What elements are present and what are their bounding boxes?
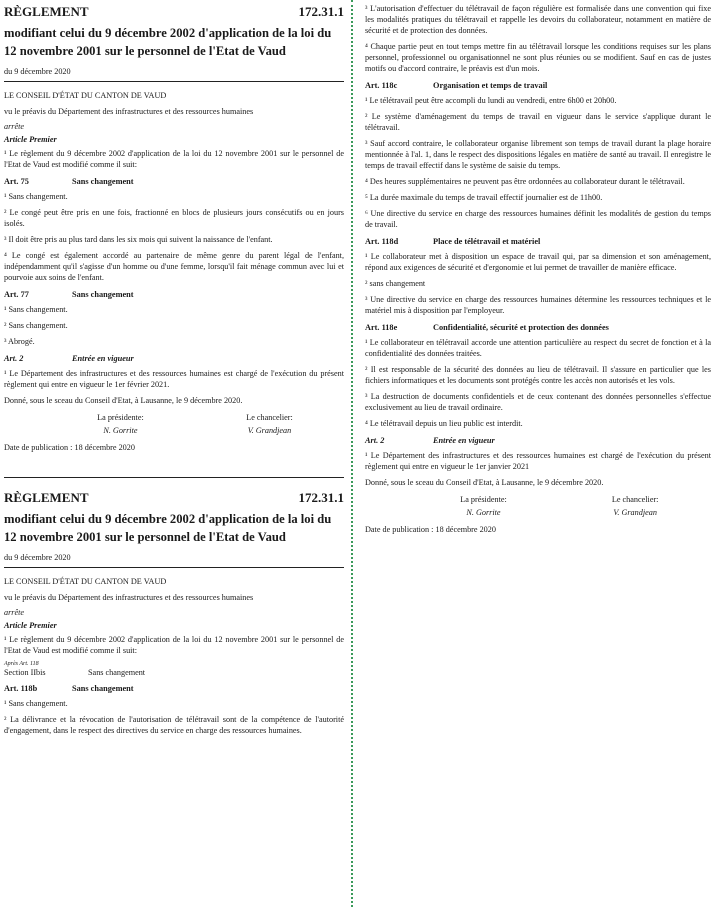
article-heading — [365, 323, 711, 332]
article-paragraph: ⁴ Chaque partie peut en tout temps mettre fin au télétravail lorsque les conditions requises sur les plans personnel, professionnel ou organisationnel ne sont plus réunies ou se modifient. Sauf en cas de justes motifs ou d'accord contraire, le préavis est d'un mois. — [365, 42, 711, 73]
article-paragraph: ² La délivrance et la révocation de l'autorisation de télétravail sont de la compétence de l'autorité d'engagement, dans le respect des directives du service en charge des ressources humaines. — [4, 715, 344, 735]
article-premier-heading: Article Premier — [4, 135, 57, 144]
article-paragraph: ¹ Le Département des infrastructures et des ressources humaines est chargé de l'exécution du présent règlement qui entre en vigueur le 1er février 2021. — [4, 369, 344, 389]
article-paragraph: ¹ Le télétravail peut être accompli du lundi au vendredi, entre 6h00 et 20h00. — [365, 96, 617, 105]
arrete-text: arrête — [4, 122, 25, 131]
reglement-date: du 9 décembre 2020 — [4, 67, 71, 76]
article-paragraph: ³ Sauf accord contraire, le collaborateur organise librement son temps de travail durant la plage horaire mentionnée à l'al. 1, dans le respect des dispositions légales en matière de santé au travail. Il enregistre le temps de travail effectif dans le système de saisie du temps. — [365, 139, 711, 170]
article-number: Art. 2 — [4, 354, 24, 363]
reglement-label: RÈGLEMENT — [4, 4, 89, 19]
chancelier-label: Le chancelier: — [611, 495, 659, 504]
article-paragraph: ³ Abrogé. — [4, 337, 35, 346]
article-number: Art. 77 — [4, 290, 29, 299]
left-column — [4, 0, 344, 741]
article-title: Organisation et temps de travail — [433, 81, 548, 90]
article-heading — [365, 237, 711, 246]
donne-text: Donné, sous le sceau du Conseil d'Etat, à Lausanne, le 9 décembre 2020. — [365, 478, 604, 487]
article-paragraph: ⁴ Le congé est également accordé au partenaire de même genre du parent légal de l'enfant, indépendamment qu'il s'agisse d'un homme ou d'une femme, lorsqu'il fait ménage commun avec lui et pourvoie aux soins de l'enfant. — [4, 251, 344, 282]
apres-article-note: Après Art. 118 — [4, 661, 39, 667]
article-paragraph: ² Le congé peut être pris en une fois, fractionné en blocs de plusieurs jours consécutifs ou en jours isolés. — [4, 208, 344, 228]
arrete-text: arrête — [4, 608, 25, 617]
article-heading — [4, 290, 344, 299]
article-paragraph: ² Il est responsable de la sécurité des données au lieu de télétravail. Il s'assure en particulier que les fichiers informatiques et les documents sont protégés contre les accès non autorisés et les vols. — [365, 365, 711, 385]
article-paragraph: ¹ Le collaborateur met à disposition un espace de travail qui, par sa dimension et son aménagement, répond aux exigences de sécurité et d'ergonomie et lui permet de travailler de manière efficace. — [365, 252, 711, 272]
article-title: Sans changement — [72, 290, 134, 299]
article-heading — [4, 177, 344, 186]
section-heading — [4, 668, 344, 677]
article-number: Art. 2 — [365, 436, 385, 445]
article-heading — [365, 436, 711, 445]
intro-paragraph: ¹ Le règlement du 9 décembre 2002 d'application de la loi du 12 novembre 2001 sur le personnel de l'Etat de Vaud est modifié comme il suit: — [4, 635, 344, 655]
separator-rule — [4, 567, 344, 568]
article-number: Art. 118d — [365, 237, 399, 246]
article-paragraph: ³ Il doit être pris au plus tard dans les six mois qui suivent la naissance de l'enfant. — [4, 235, 273, 244]
article-paragraph: ² sans changement — [365, 279, 426, 288]
article-paragraph: ⁵ La durée maximale du temps de travail effectif journalier est de 11h00. — [365, 193, 603, 202]
reglement-1 — [4, 4, 344, 453]
article-paragraph: ¹ Sans changement. — [4, 305, 68, 314]
article-heading — [365, 81, 711, 90]
right-column — [365, 0, 711, 540]
presidente-name: N. Gorrite — [103, 426, 138, 435]
article-paragraph: ⁶ Une directive du service en charge des ressources humaines définit les modalités de gestion du temps de travail. — [365, 209, 711, 229]
intro-paragraph: ¹ Le règlement du 9 décembre 2002 d'application de la loi du 12 novembre 2001 sur le personnel de l'Etat de Vaud est modifié comme il suit: — [4, 149, 344, 169]
reglement-2 — [4, 490, 344, 736]
chancelier-name: V. Grandjean — [247, 426, 292, 435]
article-title: Entrée en vigueur — [433, 436, 495, 445]
publication-date: Date de publication : 18 décembre 2020 — [4, 443, 135, 452]
reglement-number: 172.31.1 — [298, 490, 344, 505]
chancelier-name: V. Grandjean — [613, 508, 657, 517]
publication-date: Date de publication : 18 décembre 2020 — [365, 525, 496, 534]
article-heading — [4, 354, 344, 363]
reglement-date: du 9 décembre 2020 — [4, 553, 71, 562]
signature-block — [4, 411, 344, 424]
separator-rule — [4, 81, 344, 82]
article-title: Sans changement — [72, 177, 134, 186]
signature-block — [365, 493, 711, 506]
article-paragraph: ¹ Sans changement. — [4, 699, 68, 708]
separator-rule — [4, 477, 344, 478]
chancelier-label: Le chancelier: — [246, 413, 293, 422]
article-number: Art. 75 — [4, 177, 29, 186]
article-number: Art. 118c — [365, 81, 398, 90]
preavis-text: vu le préavis du Département des infrastructures et des ressources humaines — [4, 593, 254, 602]
signature-names — [4, 424, 344, 437]
signature-names — [365, 506, 711, 519]
donne-text: Donné, sous le sceau du Conseil d'Etat, à Lausanne, le 9 décembre 2020. — [4, 396, 243, 405]
article-paragraph: ¹ Le collaborateur en télétravail accorde une attention particulière au respect du secret de fonction et à la confidentialité des données traitées. — [365, 338, 711, 358]
preavis-text: vu le préavis du Département des infrastructures et des ressources humaines — [4, 107, 254, 116]
article-title: Sans changement — [72, 684, 134, 693]
article-heading — [4, 684, 344, 693]
article-paragraph: ³ Une directive du service en charge des ressources humaines détermine les ressources techniques et le matériel mis à disposition par l'employeur. — [365, 295, 711, 315]
section-number: Section IIbis — [4, 668, 46, 677]
article-number: Art. 118e — [365, 323, 398, 332]
council-heading: LE CONSEIL D'ÉTAT DU CANTON DE VAUD — [4, 577, 167, 586]
reglement-title: modifiant celui du 9 décembre 2002 d'application de la loi du 12 novembre 2001 sur le personnel de l'Etat de Vaud — [4, 512, 332, 544]
article-number: Art. 118b — [4, 684, 38, 693]
article-title: Entrée en vigueur — [72, 354, 134, 363]
column-divider — [351, 0, 353, 907]
article-paragraph: ³ La destruction de documents confidentiels et de ceux contenant des données personnelles s'effectue exclusivement au lieu de travail ordinaire. — [365, 392, 711, 412]
section-title: Sans changement — [88, 668, 146, 677]
article-paragraph: ⁴ Des heures supplémentaires ne peuvent pas être ordonnées au collaborateur durant le télétravail. — [365, 177, 685, 186]
article-paragraph: ¹ Le Département des infrastructures et des ressources humaines est chargé de l'exécution du présent règlement qui entre en vigueur le 1er janvier 2021 — [365, 451, 711, 471]
reglement-label: RÈGLEMENT — [4, 490, 89, 505]
council-heading: LE CONSEIL D'ÉTAT DU CANTON DE VAUD — [4, 91, 167, 100]
reglement-number: 172.31.1 — [298, 4, 344, 19]
article-paragraph: ² Sans changement. — [4, 321, 68, 330]
article-paragraph: ² Le système d'aménagement du temps de travail en vigueur dans le service s'applique durant le télétravail. — [365, 112, 711, 132]
article-title: Confidentialité, sécurité et protection des données — [433, 323, 609, 332]
article-premier-heading: Article Premier — [4, 621, 57, 630]
article-paragraph: ⁴ Le télétravail depuis un lieu public est interdit. — [365, 419, 523, 428]
presidente-name: N. Gorrite — [466, 508, 501, 517]
article-title: Place de télétravail et matériel — [433, 237, 541, 246]
presidente-label: La présidente: — [97, 413, 144, 422]
article-paragraph: ¹ Sans changement. — [4, 192, 68, 201]
presidente-label: La présidente: — [460, 495, 507, 504]
article-paragraph: ³ L'autorisation d'effectuer du télétravail de façon régulière est formalisée dans une convention qui fixe les modalités pratiques du télétravail et rappelle les devoirs du collaborateur, notamment en matière de sécurité et de protection des données. — [365, 4, 711, 35]
reglement-title: modifiant celui du 9 décembre 2002 d'application de la loi du 12 novembre 2001 sur le personnel de l'Etat de Vaud — [4, 26, 332, 58]
